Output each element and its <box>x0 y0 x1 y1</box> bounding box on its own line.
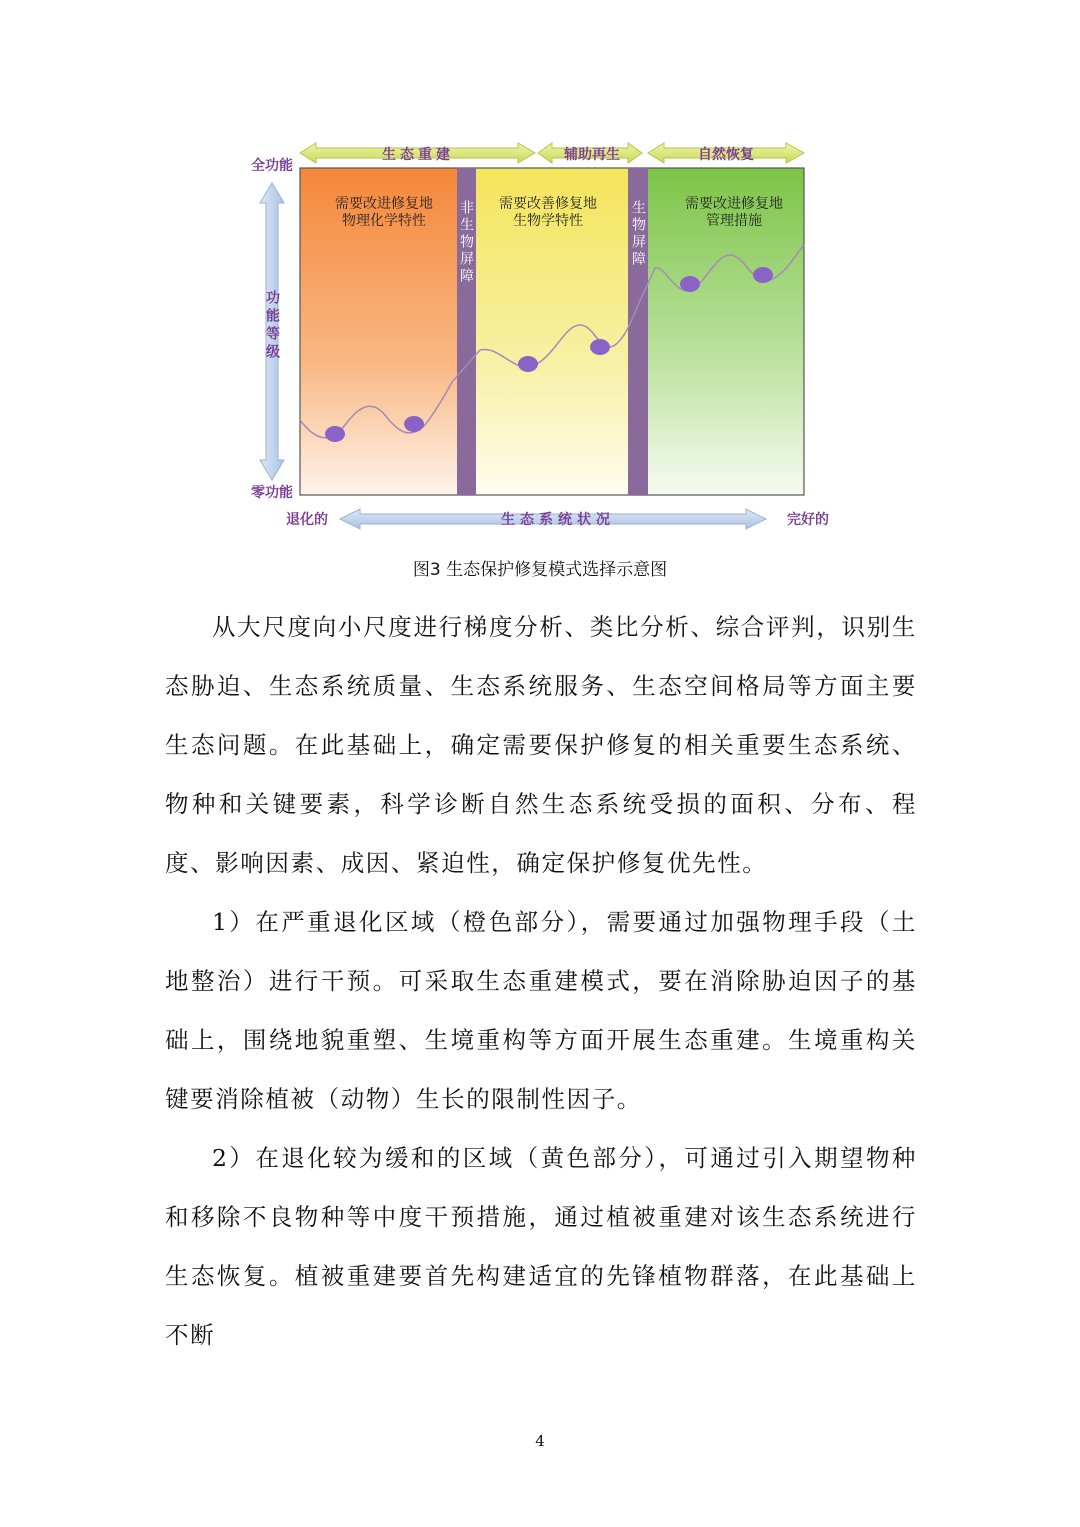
state-marker <box>518 356 538 372</box>
paragraph: 2）在退化较为缓和的区域（黄色部分），可通过引入期望物种和移除不良物种等中度干预措施，通过植被重建对该生态系统进行生态恢复。植被重建要首先构建适宜的先锋植物群落，在此基础上不断 <box>165 1144 917 1349</box>
figure-caption: 图3 生态保护修复模式选择示意图 <box>412 560 668 580</box>
y-axis-top-label: 全功能 <box>251 158 293 174</box>
body-text <box>165 598 917 1365</box>
zone3-line1: 需要改进修复地 <box>685 196 783 212</box>
zone3-line2: 管理措施 <box>706 213 762 229</box>
state-marker <box>680 276 700 292</box>
paragraph: 从大尺度向小尺度进行梯度分析、类比分析、综合评判，识别生态胁迫、生态系统质量、生态系统服务、生态空间格局等方面主要生态问题。在此基础上，确定需要保护修复的相关重要生态系统、物种和关键要素，科学诊断自然生态系统受损的面积、分布、程度、影响因素、成因、紧迫性，确定保护修复优先性。 <box>165 613 917 877</box>
x-axis <box>286 509 829 529</box>
page-number: 4 <box>535 1432 545 1450</box>
zone1-line1: 需要改进修复地 <box>335 196 433 212</box>
phase-label-assisted: 辅助再生 <box>564 147 620 163</box>
y-axis-bottom-label: 零功能 <box>251 485 293 501</box>
zone2-line2: 生物学特性 <box>513 213 583 229</box>
phase-label-rebuild: 生态重建 <box>382 147 454 163</box>
state-marker <box>325 426 345 442</box>
y-axis <box>251 157 293 501</box>
zone2-line1: 需要改善修复地 <box>499 196 597 212</box>
state-marker <box>753 267 773 283</box>
y-axis-title: 功能等级 <box>264 290 280 362</box>
phase-arrows <box>300 143 804 163</box>
zone1-line2: 物理化学特性 <box>342 213 426 229</box>
biotic-barrier-label: 生物屏障 <box>630 200 646 268</box>
phase-label-natural: 自然恢复 <box>698 147 754 163</box>
abiotic-barrier-label: 非生物屏障 <box>458 200 474 285</box>
ecological-restoration-diagram <box>0 0 1080 550</box>
state-marker <box>590 339 610 355</box>
x-axis-right-label: 完好的 <box>787 512 829 528</box>
paragraph: 1）在严重退化区域（橙色部分），需要通过加强物理手段（土地整治）进行干预。可采取生态重建模式，要在消除胁迫因子的基础上，围绕地貌重塑、生境重构等方面开展生态重建。生境重构关键要消除植被（动物）生长的限制性因子。 <box>165 908 917 1113</box>
state-marker <box>404 416 424 432</box>
x-axis-left-label: 退化的 <box>286 512 328 528</box>
x-axis-title: 生态系统状况 <box>501 512 615 528</box>
